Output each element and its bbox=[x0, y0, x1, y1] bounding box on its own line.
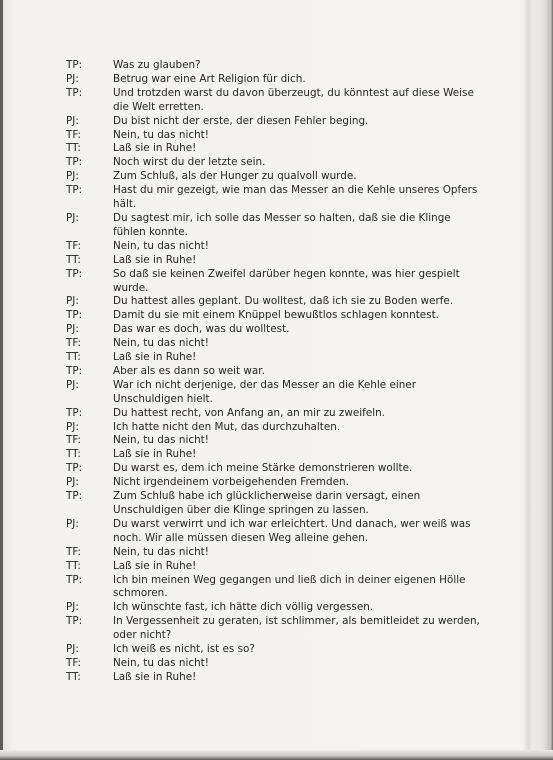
dialogue-line bbox=[66, 574, 486, 602]
scan-left-edge bbox=[0, 0, 3, 760]
speech-text: Du bist nicht der erste, der diesen Fehler beging. bbox=[113, 114, 369, 127]
dialogue-line bbox=[66, 671, 486, 685]
speaker-label: TP: bbox=[66, 156, 83, 169]
dialogue-line bbox=[66, 323, 486, 337]
dialogue-line bbox=[66, 59, 486, 73]
speaker-label: TF: bbox=[66, 239, 82, 252]
speaker-label: PJ: bbox=[66, 323, 79, 336]
speaker-label: TT: bbox=[66, 559, 81, 572]
speaker-label: PJ: bbox=[66, 643, 79, 656]
speaker-label: TP: bbox=[66, 573, 83, 586]
dialogue-line bbox=[66, 365, 486, 379]
speaker-label: PJ: bbox=[66, 420, 79, 433]
dialogue-line bbox=[66, 129, 486, 143]
speaker-label: TP: bbox=[66, 86, 83, 99]
speech-text: Damit du sie mit einem Knüppel bewußtlos schlagen konntest. bbox=[113, 309, 439, 322]
speaker-label: TF: bbox=[66, 545, 82, 558]
speaker-label: TF: bbox=[66, 656, 82, 669]
dialogue-line bbox=[66, 379, 486, 407]
speaker-label: TF: bbox=[66, 434, 82, 447]
speech-text: Ich hatte nicht den Mut, das durchzuhalten. bbox=[113, 420, 341, 433]
speech-text: Laß sie in Ruhe! bbox=[113, 142, 197, 155]
dialogue-line bbox=[66, 240, 486, 254]
speech-text: Laß sie in Ruhe! bbox=[113, 351, 197, 364]
speaker-label: PJ: bbox=[66, 517, 79, 530]
speech-text: Und trotzden warst du davon überzeugt, du könntest auf diese Weise die Welt erretten. bbox=[113, 86, 474, 113]
dialogue-line bbox=[66, 87, 486, 115]
speech-text: Ich wünschte fast, ich hätte dich völlig vergessen. bbox=[113, 601, 374, 614]
dialogue-line bbox=[66, 421, 486, 435]
dialogue-text bbox=[66, 59, 486, 685]
dialogue-line bbox=[66, 295, 486, 309]
dialogue-line bbox=[66, 337, 486, 351]
dialogue-line bbox=[66, 268, 486, 296]
speech-text: Laß sie in Ruhe! bbox=[113, 559, 197, 572]
speech-text: Das war es doch, was du wolltest. bbox=[113, 323, 290, 336]
speaker-label: TF: bbox=[66, 337, 82, 350]
speaker-label: PJ: bbox=[66, 170, 79, 183]
speaker-label: TP: bbox=[66, 309, 83, 322]
speaker-label: TT: bbox=[66, 142, 81, 155]
dialogue-line bbox=[66, 212, 486, 240]
speech-text: In Vergessenheit zu geraten, ist schlimmer, als bemitleidet zu werden, oder nicht? bbox=[113, 615, 480, 642]
speech-text: Hast du mir gezeigt, wie man das Messer an die Kehle unseres Opfers hält. bbox=[113, 184, 478, 211]
speech-text: Nein, tu das nicht! bbox=[113, 545, 209, 558]
speaker-label: PJ: bbox=[66, 114, 79, 127]
speaker-label: PJ: bbox=[66, 601, 79, 614]
speaker-label: TP: bbox=[66, 184, 83, 197]
dialogue-line bbox=[66, 115, 486, 129]
page-stack-edge bbox=[523, 0, 553, 760]
speech-text: Nein, tu das nicht! bbox=[113, 434, 209, 447]
dialogue-line bbox=[66, 601, 486, 615]
speech-text: Nicht irgendeinem vorbeigehenden Fremden. bbox=[113, 476, 349, 489]
dialogue-line bbox=[66, 156, 486, 170]
dialogue-line bbox=[66, 490, 486, 518]
speech-text: War ich nicht derjenige, der das Messer an die Kehle einer Unschuldigen hielt. bbox=[113, 378, 417, 405]
dialogue-line bbox=[66, 407, 486, 421]
speaker-label: TT: bbox=[66, 670, 81, 683]
dialogue-line bbox=[66, 448, 486, 462]
dialogue-line bbox=[66, 170, 486, 184]
speech-text: Nein, tu das nicht! bbox=[113, 239, 209, 252]
dialogue-line bbox=[66, 351, 486, 365]
dialogue-line bbox=[66, 73, 486, 87]
speech-text: Nein, tu das nicht! bbox=[113, 337, 209, 350]
speaker-label: TP: bbox=[66, 615, 83, 628]
speech-text: Nein, tu das nicht! bbox=[113, 128, 209, 141]
speaker-label: TT: bbox=[66, 448, 81, 461]
dialogue-line bbox=[66, 560, 486, 574]
speech-text: Nein, tu das nicht! bbox=[113, 656, 209, 669]
dialogue-line bbox=[66, 434, 486, 448]
dialogue-line bbox=[66, 615, 486, 643]
dialogue-line bbox=[66, 518, 486, 546]
speech-text: Noch wirst du der letzte sein. bbox=[113, 156, 266, 169]
speaker-label: PJ: bbox=[66, 211, 79, 224]
dialogue-line bbox=[66, 546, 486, 560]
speech-text: Du sagtest mir, ich solle das Messer so halten, daß sie die Klinge fühlen konnte. bbox=[113, 211, 451, 238]
dialogue-line bbox=[66, 309, 486, 323]
speech-text: Laß sie in Ruhe! bbox=[113, 448, 197, 461]
speaker-label: TP: bbox=[66, 364, 83, 377]
dialogue-line bbox=[66, 184, 486, 212]
speech-text: Aber als es dann so weit war. bbox=[113, 364, 265, 377]
speaker-label: TT: bbox=[66, 351, 81, 364]
speaker-label: PJ: bbox=[66, 295, 79, 308]
speech-text: Zum Schluß habe ich glücklicherweise darin versagt, einen Unschuldigen über die Klinge springen zu lassen. bbox=[113, 490, 421, 516]
dialogue-line bbox=[66, 657, 486, 671]
speaker-label: TP: bbox=[66, 59, 83, 71]
speech-text: Du warst es, dem ich meine Stärke demonstrieren wollte. bbox=[113, 462, 413, 475]
dialogue-line bbox=[66, 476, 486, 490]
speaker-label: TP: bbox=[66, 462, 83, 475]
speech-text: Du hattest recht, von Anfang an, an mir zu zweifeln. bbox=[113, 406, 385, 419]
speech-text: So daß sie keinen Zweifel darüber hegen konnte, was hier gespielt wurde. bbox=[113, 267, 460, 294]
speaker-label: TP: bbox=[66, 490, 83, 503]
speaker-label: PJ: bbox=[66, 72, 79, 85]
speaker-label: TP: bbox=[66, 406, 83, 419]
dialogue-line bbox=[66, 462, 486, 476]
speech-text: Ich weiß es nicht, ist es so? bbox=[113, 643, 255, 656]
speaker-label: PJ: bbox=[66, 476, 79, 489]
scan-bottom-edge bbox=[0, 750, 553, 760]
speech-text: Was zu glauben? bbox=[113, 59, 201, 71]
speaker-label: PJ: bbox=[66, 378, 79, 391]
dialogue-line bbox=[66, 142, 486, 156]
speaker-label: TT: bbox=[66, 253, 81, 266]
speaker-label: TP: bbox=[66, 267, 83, 280]
speech-text: Zum Schluß, als der Hunger zu qualvoll wurde. bbox=[113, 170, 357, 183]
speaker-label: TF: bbox=[66, 128, 82, 141]
speech-text: Ich bin meinen Weg gegangen und ließ dich in deiner eigenen Hölle schmoren. bbox=[113, 573, 466, 600]
speech-text: Du hattest alles geplant. Du wolltest, daß ich sie zu Boden werfe. bbox=[113, 295, 454, 308]
speech-text: Betrug war eine Art Religion für dich. bbox=[113, 72, 306, 85]
dialogue-line bbox=[66, 643, 486, 657]
dialogue-line bbox=[66, 254, 486, 268]
speech-text: Laß sie in Ruhe! bbox=[113, 670, 197, 683]
speech-text: Laß sie in Ruhe! bbox=[113, 253, 197, 266]
speech-text: Du warst verwirrt und ich war erleichtert. Und danach, wer weiß was noch. Wir alle müssen diesen Weg alleine gehen. bbox=[113, 517, 471, 544]
